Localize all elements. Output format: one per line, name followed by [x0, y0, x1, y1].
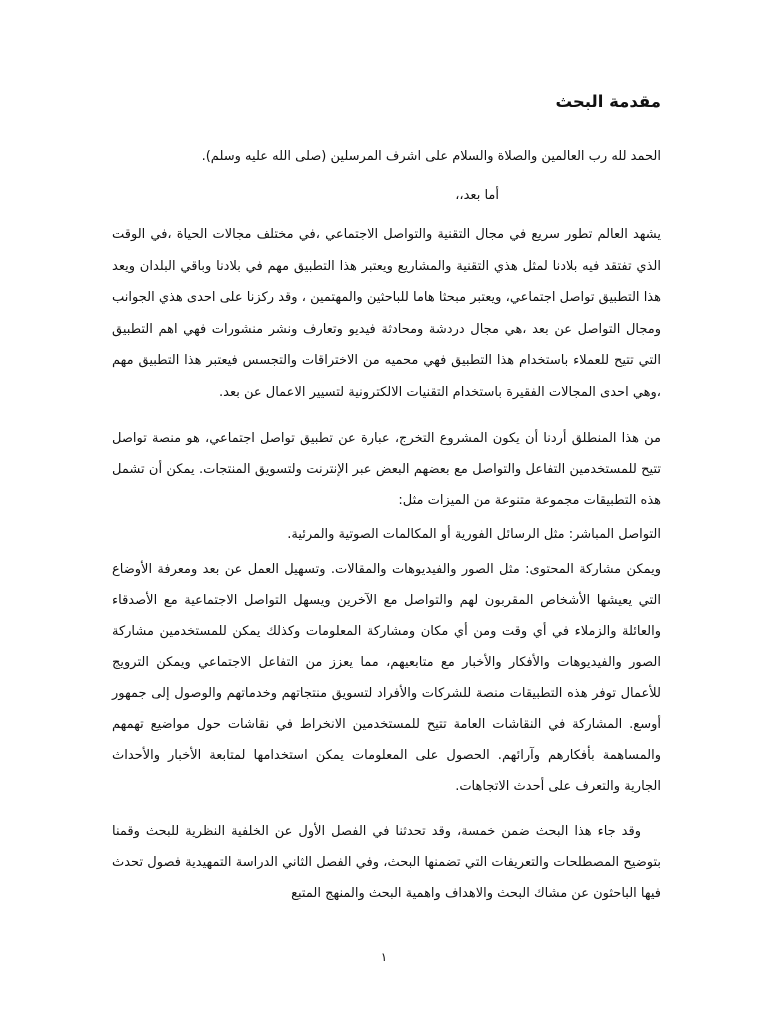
page-title: مقدمة البحث	[555, 92, 661, 111]
page-number: ١	[380, 950, 388, 964]
content-sharing-paragraph: ويمكن مشاركة المحتوى: مثل الصور والفيديوهات والمقالات. وتسهيل العمل عن بعد ومعرفة الأوضاع التي يعيشها الأشخاص المقربون لهم والتواصل مع الآخرين ويسهل التواصل الاجتماعية مع الأصدقاء والعائلة والزملاء في أي وقت ومن أي مكان ومشاركة المعلومات وكذلك يمكن للمستخدمين مشاركة الصور والفيديوهات والأفكار والأخبار مع متابعيهم، مما يعزز من التفاعل الاجتماعي ويمكن الترويج للأعمال توفر هذه التطبيقات منصة للشركات والأفراد لتسويق منتجاتهم وخدماتهم والوصول إلى جمهور أوسع. المشاركة في النقاشات العامة تتيح للمستخدمين الانخراط في نقاشات حول مواضيع تهمهم والمساهمة بأفكارهم وآرائهم. الحصول على المعلومات يمكن استخدامها لمتابعة الأخبار والأحداث الجارية والتعرف على أحدث الاتجاهات.	[112, 561, 661, 794]
amma-baad-line: أما بعد،،	[455, 188, 499, 203]
structure-paragraph: وقد جاء هذا البحث ضمن خمسة، وقد تحدثنا في الفصل الأول عن الخلفية النظرية للبحث وقمنا بتوضيح المصطلحات والتعريفات التي تضمنها البحث، وفي الفصل الثاني الدراسة التمهيدية فصول تحدث فيها الباحثون عن مشاك البحث والاهداف واهمية البحث والمنهج المتبع	[112, 823, 661, 901]
direct-communication-paragraph: التواصل المباشر: مثل الرسائل الفورية أو المكالمات الصوتية والمرئية.	[287, 526, 661, 542]
second-paragraph: من هذا المنطلق أردنا أن يكون المشروع التخرج، عبارة عن تطبيق تواصل اجتماعي، هو منصة تواصل تتيح للمستخدمين التفاعل والتواصل مع بعضهم البعض عبر الإنترنت ولتسويق المنتجات. يمكن أن تشمل هذه التطبيقات مجموعة متنوعة من الميزات مثل:	[112, 430, 661, 508]
opening-paragraph: الحمد لله رب العالمين والصلاة والسلام على اشرف المرسلين (صلى الله عليه وسلم).	[201, 149, 661, 164]
first-paragraph: يشهد العالم تطور سريع في مجال التقنية والتواصل الاجتماعي ،في مختلف مجالات الحياة ،في الوقت الذي تفتقد فيه بلادنا لمثل هذي التقنية والمشاريع ويعتبر هذا التطبيق مهم في بلادنا وباقي البلدان ويعد هذا التطبيق تواصل اجتماعي، ويعتبر مبحثا هاما للباحثين والمهتمين ، وقد ركزنا على احدى هذي الجوانب ومجال التواصل عن بعد ،هي مجال دردشة ومحادثة فيديو وتعارف ونشر منشورات فهي اهم التطبيق التي تتيح للعملاء باستخدام هذا التطبيق فهي محميه من الاختراقات والتجسس فيعتبر هذا التطبيق مهم ،وهي احدى المجالات الفقيرة باستخدام التقنيات الالكترونية لتسيير الاعمال عن بعد.	[112, 227, 661, 400]
